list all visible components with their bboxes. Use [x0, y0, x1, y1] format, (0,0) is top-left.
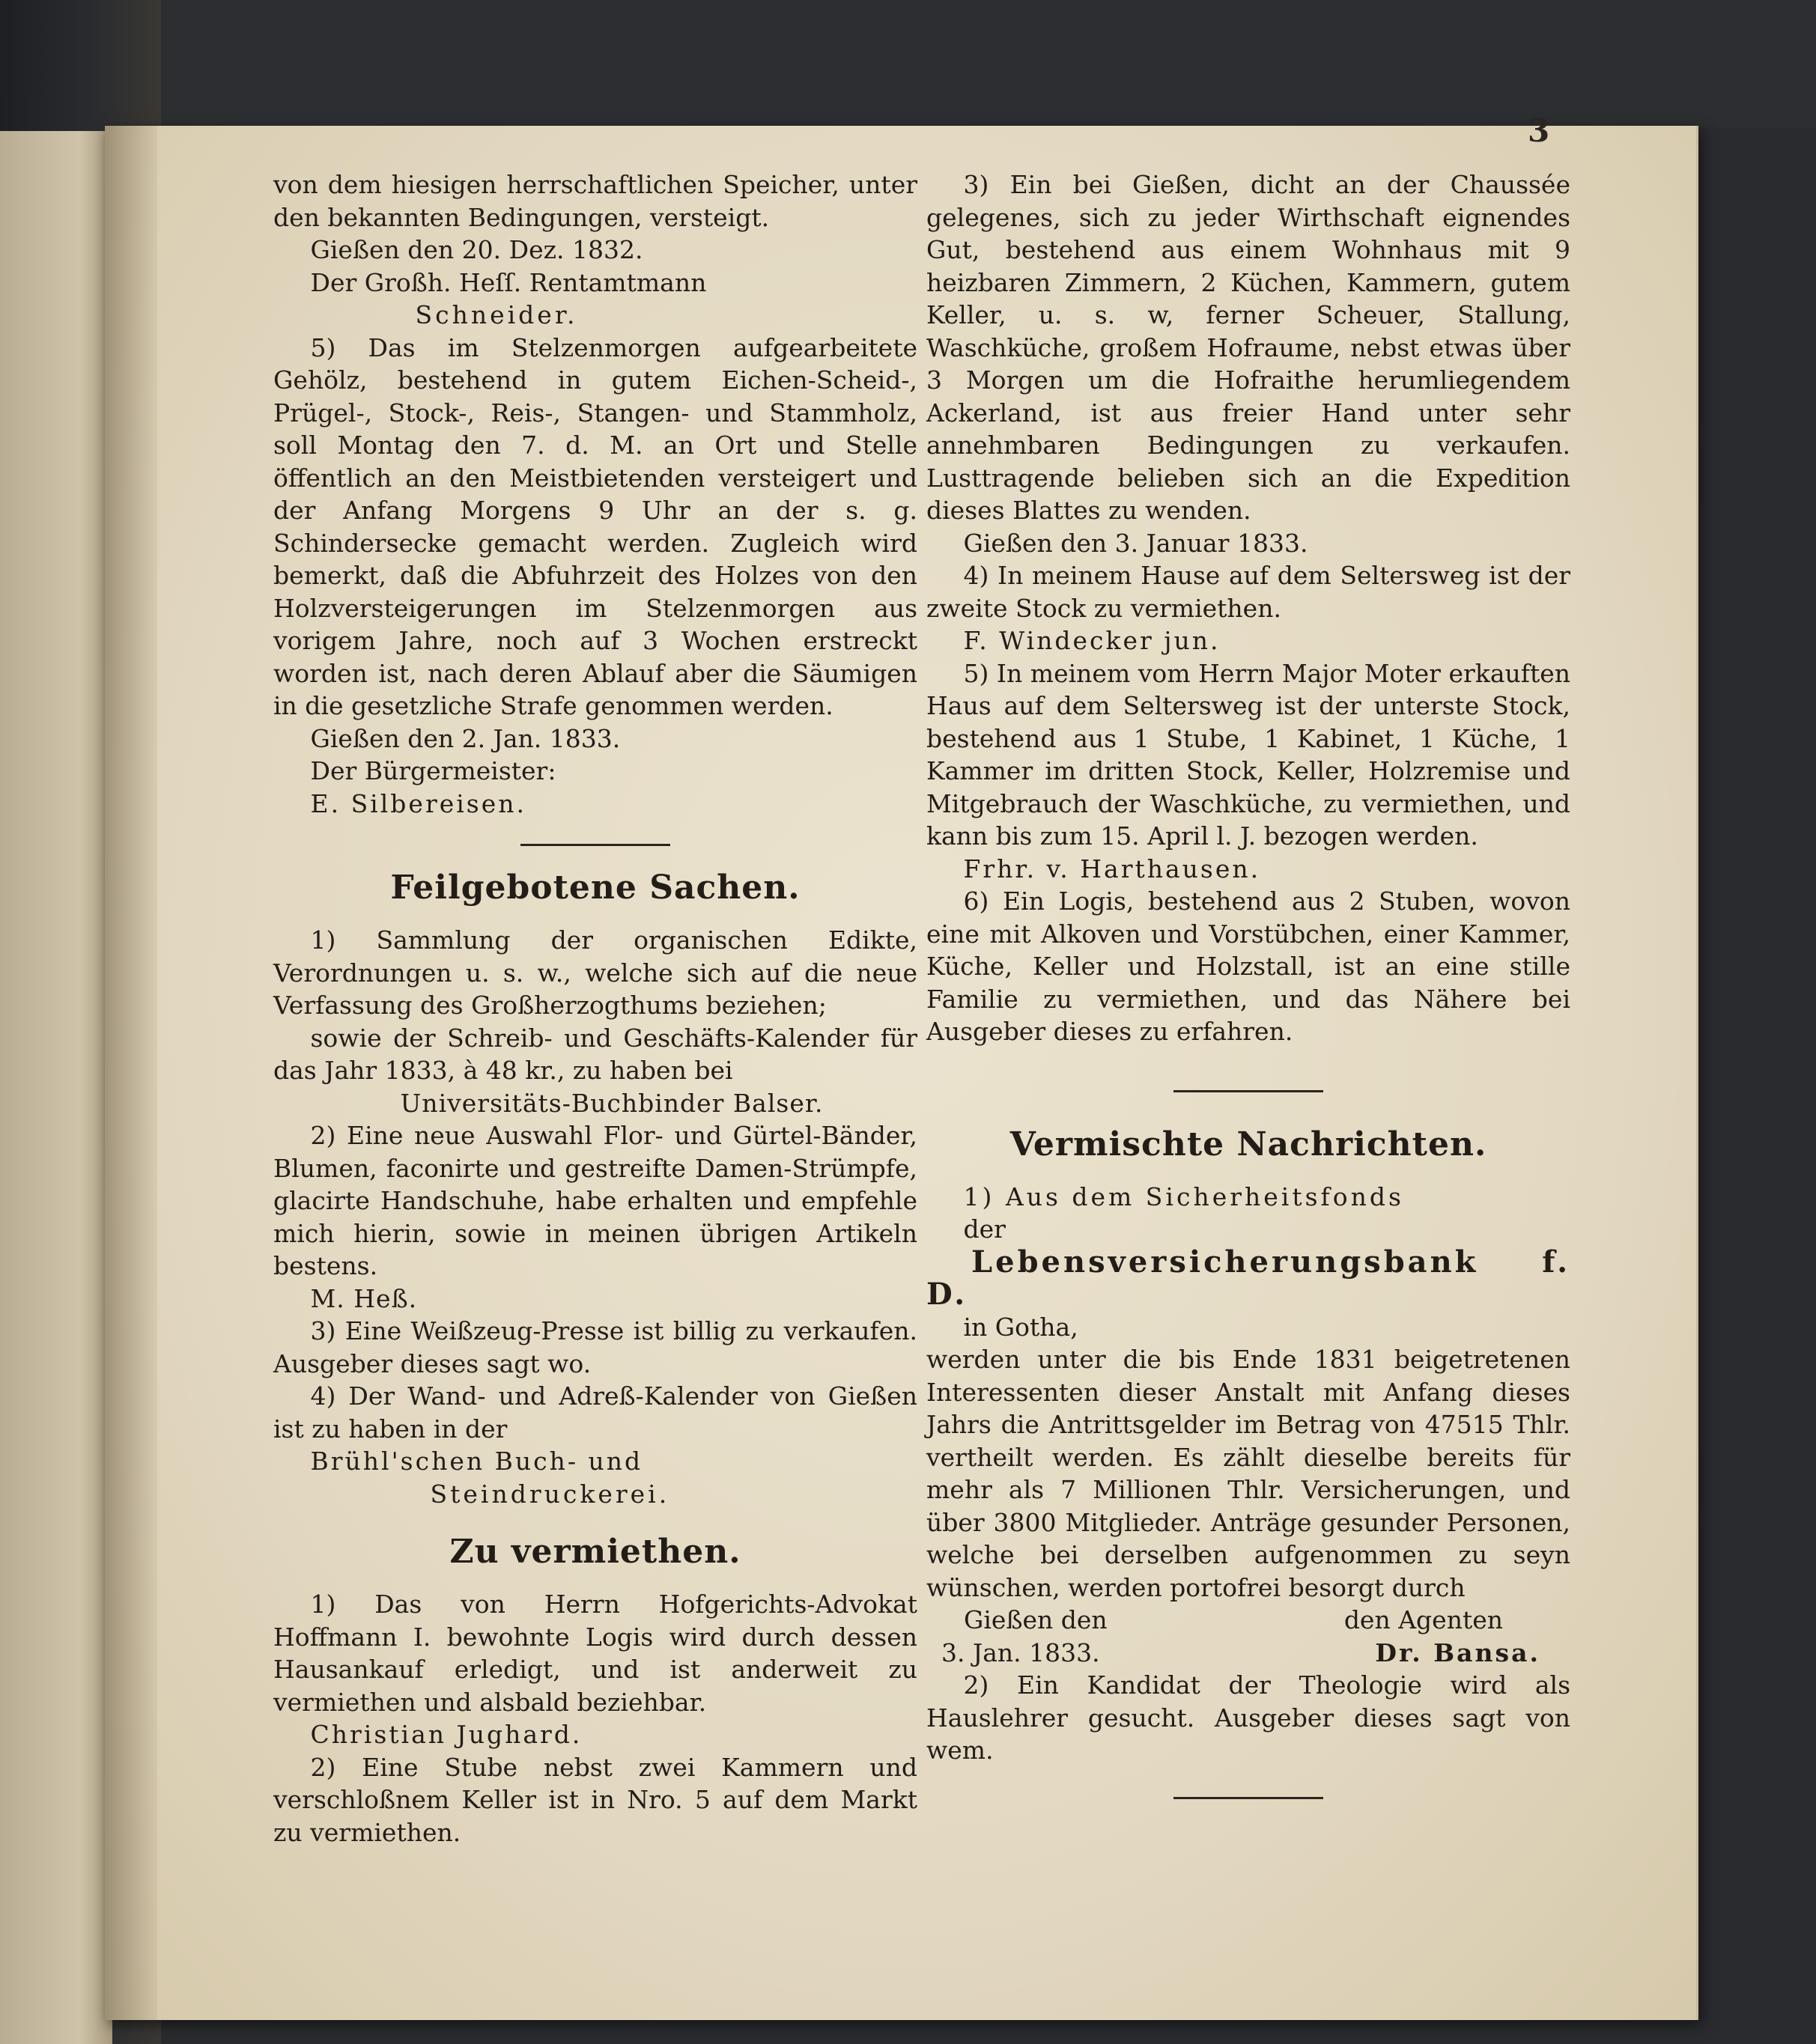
rent-item-3-date: Gießen den 3. Januar 1833. — [963, 528, 1308, 558]
misc-1-title-1: 1) Aus dem Sicherheitsfonds — [963, 1181, 1404, 1211]
sale-item-3: 3) Eine Weißzeug-Presse ist billig zu verkaufen. Ausgeber dieses sagt wo. — [273, 1316, 917, 1378]
sale-item-4-signature-1: Brühl'schen Buch- und — [310, 1447, 643, 1476]
rent-item-1: 1) Das von Herrn Hofgerichts-Advokat Hoffmann I. bewohnte Logis wird durch dessen Hausankauf erledigt, und ist anderweit zu vermiethen und alsbald beziehbar. — [273, 1590, 917, 1717]
section-divider — [520, 844, 670, 846]
misc-1-title-3: Lebensversicherungsbank f. D. — [926, 1244, 1570, 1312]
misc-1-body: werden unter die bis Ende 1831 beigetretenen Interessenten dieser Anstalt mit Anfang dieses Jahrs die Antrittsgelder im Betrag von 47515 Thlr. vertheilt werden. Es zählt dieselbe bereits für mehr als 7 Millionen Thlr. Versicherungen, und über 3800 Mitglieder. Anträge gesunder Personen, welche bei derselben aufgenommen zu seyn wünschen, werden portofrei besorgt durch — [926, 1345, 1570, 1602]
rent-item-3: 3) Ein bei Gießen, dicht an der Chaussée gelegenes, sich zu jeder Wirthschaft eignendes Gut, bestehend aus einem Wohnhaus mit 9 heizbaren Zimmern, 2 Küchen, Kammern, gutem Keller, u. s. w, ferner Scheuer, Stallung, Waschküche, großem Hofraume, nebst etwas über 3 Morgen um die Hofraithe herumliegendem Ackerland, ist aus freier Hand unter sehr annehmbaren Bedingungen zu verkaufen. Lusttragende belieben sich an die Expedition dieses Blattes zu wenden. — [926, 170, 1570, 525]
scanner-background-top — [0, 0, 1816, 127]
heading-for-rent: Zu vermiethen. — [449, 1533, 741, 1571]
section-divider-right — [1173, 1090, 1323, 1092]
misc-1-signoff-row-1 — [926, 1604, 1570, 1637]
previous-page-edge — [0, 131, 112, 2044]
notice-continuation: von dem hiesigen herrschaftlichen Speicher, unter den bekannten Bedingungen, versteigt. — [273, 170, 917, 232]
notice-signature-name: Schneider. — [415, 300, 578, 329]
rent-item-4-signature: F. Windecker jun. — [963, 626, 1221, 655]
misc-1-date: 3. Jan. 1833. — [941, 1637, 1100, 1667]
notice-wood-auction: 5) Das im Stelzenmorgen aufgearbeitete Gehölz, bestehend in gutem Eichen-Scheid-, Prügel-, Stock-, Reis-, Stangen- und Stammholz, soll Montag den 7. d. M. an Ort und Stelle öffentlich an den Meistbietenden versteigert und der Anfang Morgens 9 Uhr an der s. g. Schindersecke gemacht werden. Zugleich wird bemerkt, daß die Abfuhrzeit des Holzes von den Holzversteigerungen im Stelzenmorgen aus vorigem Jahre, noch auf 3 Wochen erstreckt worden ist, nach deren Ablauf aber die Säumigen in die gesetzliche Strafe genommen werden. — [273, 332, 917, 720]
rent-item-5: 5) In meinem vom Herrn Major Moter erkauften Haus auf dem Seltersweg ist der unterste Stock, bestehend aus 1 Stube, 1 Kabinet, 1 Küche, 1 Kammer im dritten Stock, Keller, Holzremise und Mitgebrauch der Waschküche, zu vermiethen, und kann bis zum 15. April l. J. bezogen werden. — [926, 658, 1570, 851]
misc-2-body: 2) Ein Kandidat der Theologie wird als Hauslehrer gesucht. Ausgeber dieses sagt von wem. — [926, 1670, 1570, 1765]
misc-1-signoff-row-2 — [926, 1637, 1570, 1670]
sale-item-4-signature-2: Steindruckerei. — [430, 1479, 670, 1509]
rent-item-4: 4) In meinem Hause auf dem Seltersweg ist der zweite Stock zu vermiethen. — [926, 561, 1570, 623]
page-number: 3 — [1528, 112, 1550, 149]
rent-item-2: 2) Eine Stube nebst zwei Kammern und verschloßnem Keller ist in Nro. 5 auf dem Markt zu vermiethen. — [273, 1752, 917, 1847]
rent-item-5-signature: Frhr. v. Harthausen. — [963, 854, 1261, 883]
misc-1-agent-name: Dr. Bansa. — [1375, 1637, 1540, 1667]
misc-1-title-2: der — [963, 1214, 1006, 1244]
page-gutter-shadow — [105, 126, 157, 2020]
rent-item-6: 6) Ein Logis, bestehend aus 2 Stuben, wovon eine mit Alkoven und Vorstübchen, einer Kammer, Küche, Keller und Holzstall, ist an eine stille Familie zu vermiethen, und das Nähere bei Ausgeber dieses zu erfahren. — [926, 886, 1570, 1046]
misc-1-agent-label: den Agenten — [1343, 1605, 1503, 1634]
notice-wood-signature-title: Der Bürgermeister: — [310, 756, 556, 785]
right-column — [926, 168, 1570, 1814]
notice-date: Gießen den 20. Dez. 1832. — [310, 235, 643, 264]
heading-miscellaneous-news: Vermischte Nachrichten. — [1009, 1125, 1487, 1164]
rent-item-1-signature: Christian Jughard. — [310, 1720, 583, 1749]
sale-item-1: 1) Sammlung der organischen Edikte, Verordnungen u. s. w., welche sich auf die neue Verfassung des Großherzogthums beziehen; — [273, 925, 917, 1020]
misc-1-title-4: in Gotha, — [963, 1312, 1078, 1342]
end-divider — [1173, 1797, 1323, 1799]
notice-wood-date: Gießen den 2. Jan. 1833. — [310, 723, 621, 753]
sale-item-4: 4) Der Wand- und Adreß-Kalender von Gießen ist zu haben in der — [273, 1381, 917, 1444]
misc-1-place: Gießen den — [964, 1605, 1108, 1634]
left-column — [273, 168, 917, 1849]
notice-signature-title: Der Großh. Heſſ. Rentamtmann — [310, 267, 707, 297]
sale-item-1b: sowie der Schreib- und Geschäfts-Kalender für das Jahr 1833, à 48 kr., zu haben bei — [273, 1023, 917, 1085]
heading-items-for-sale: Feilgebotene Sachen. — [390, 869, 801, 907]
sale-item-1-signature: Universitäts-Buchbinder Balser. — [400, 1088, 824, 1118]
notice-wood-signature-name: E. Silbereisen. — [310, 788, 527, 818]
sale-item-2: 2) Eine neue Auswahl Flor- und Gürtel-Bänder, Blumen, faconirte und gestreifte Damen-Strümpfe, glacirte Handschuhe, habe erhalten und empfehle mich hierin, sowie in meinen übrigen Artikeln bestens. — [273, 1121, 917, 1280]
sale-item-2-signature: M. Heß. — [310, 1283, 418, 1313]
